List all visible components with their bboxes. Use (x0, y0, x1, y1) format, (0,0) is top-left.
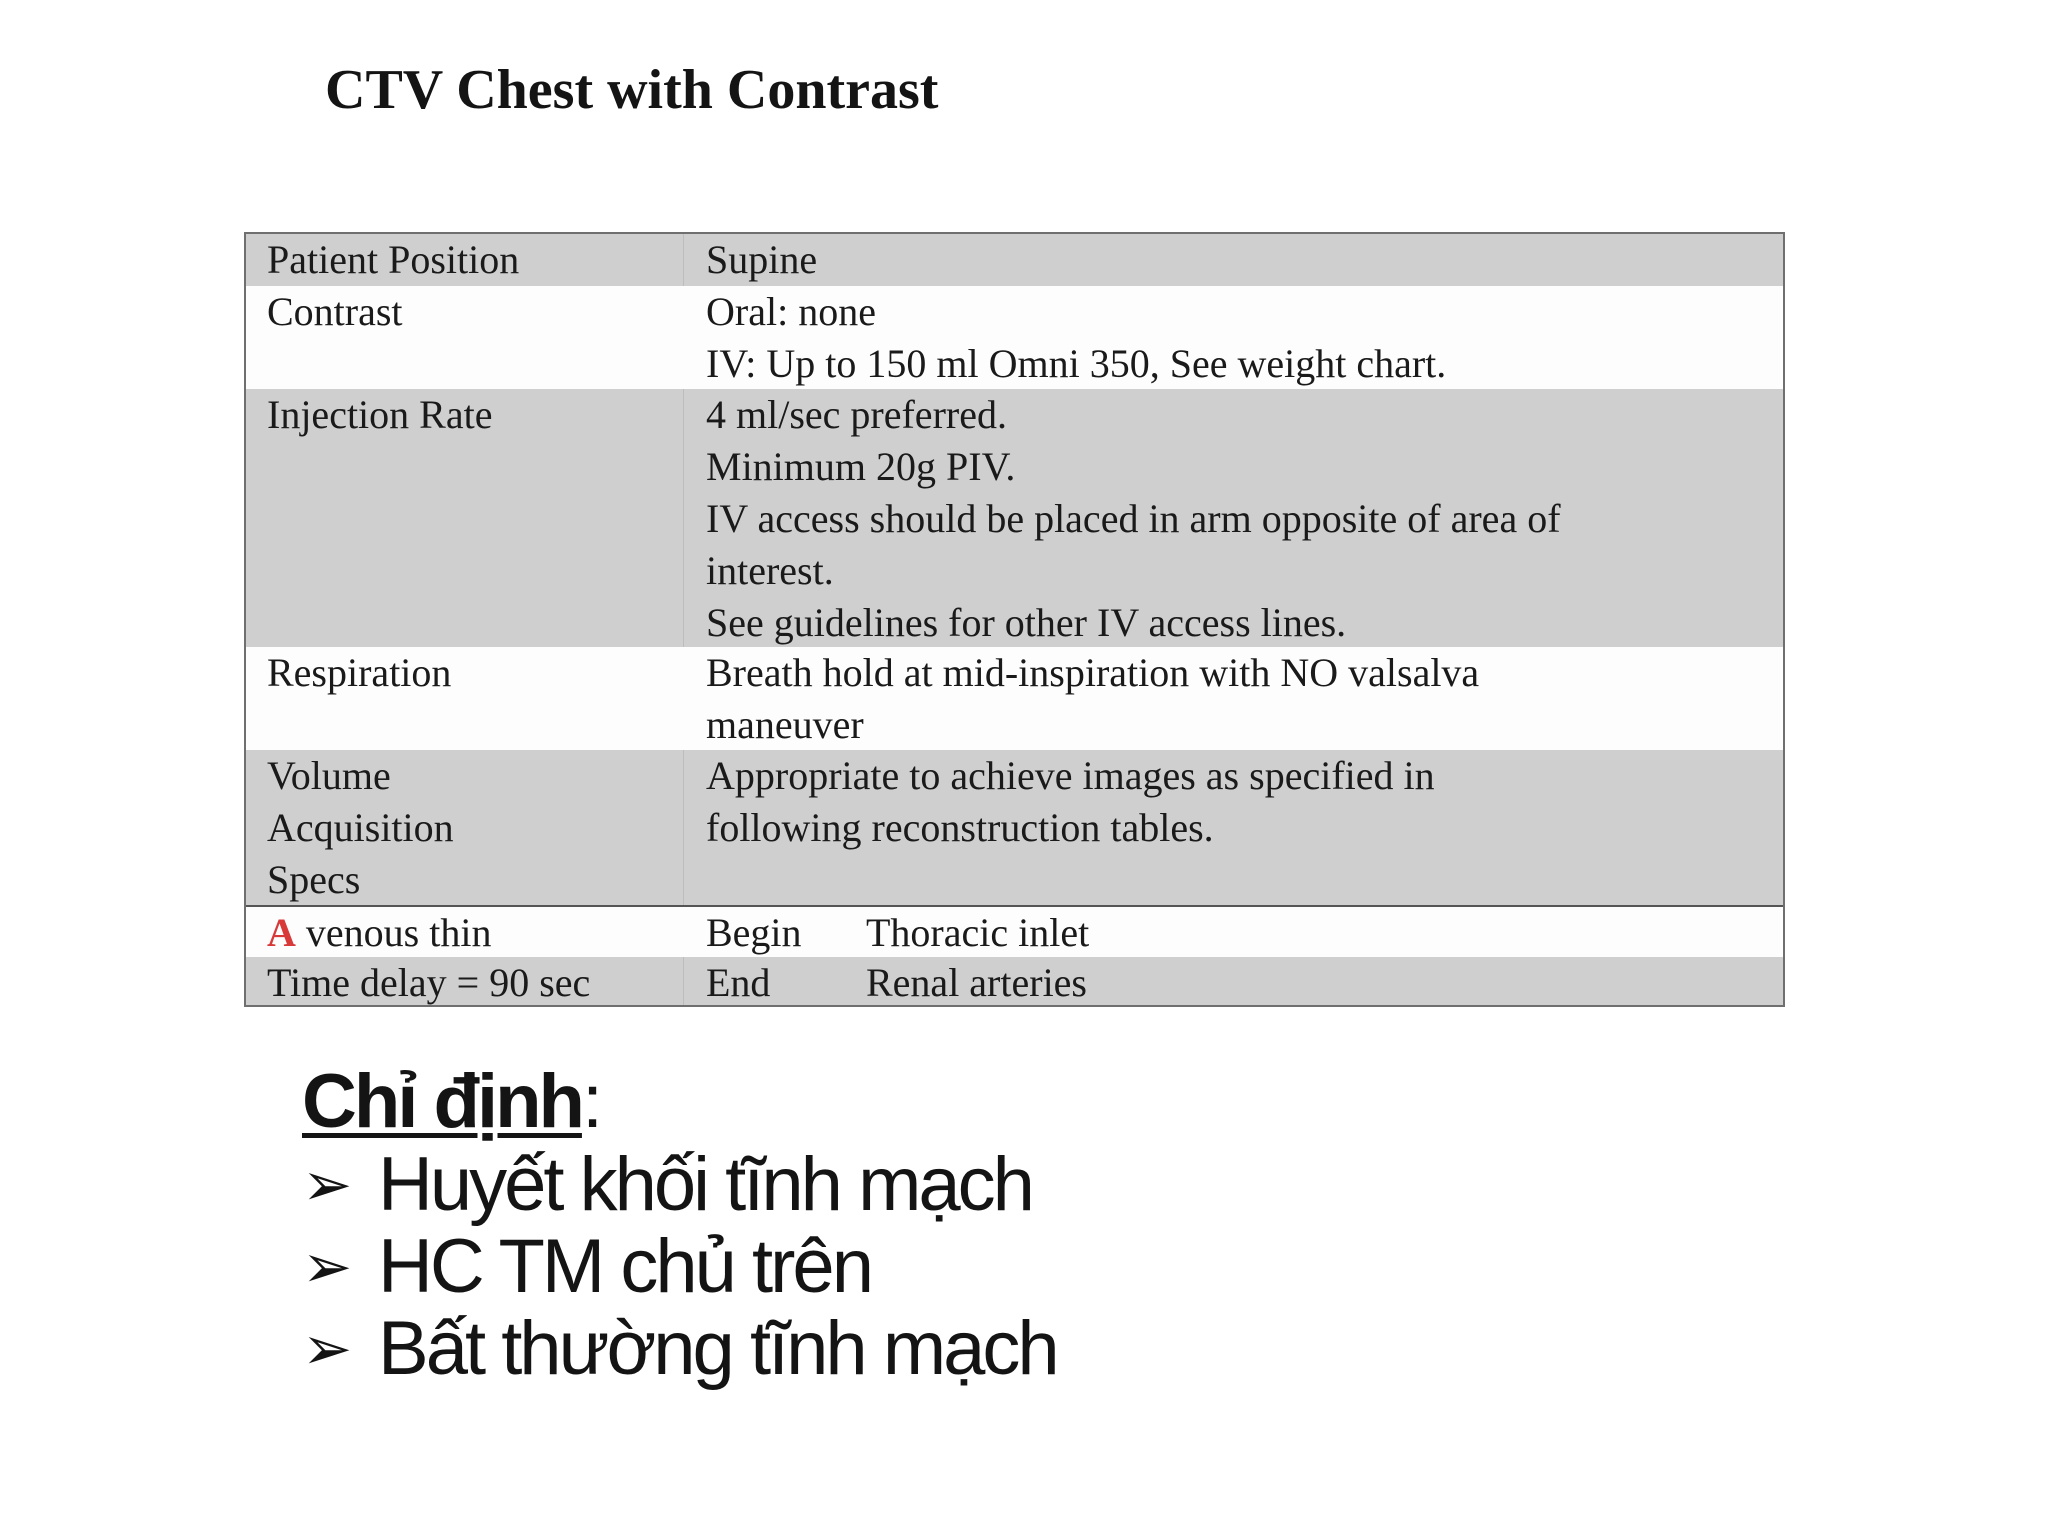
recon-label (267, 907, 687, 959)
row-value-text: See guidelines for other IV access lines. (706, 600, 1347, 645)
row-label (267, 286, 687, 338)
table-row-patient-position (246, 234, 1783, 286)
row-label-text: Injection Rate (267, 392, 493, 437)
row-value (706, 647, 1776, 751)
indications-section (302, 1060, 1057, 1390)
row-value-text: Appropriate to achieve images as specified in (706, 753, 1435, 798)
indication-text: Huyết khối tĩnh mạch (378, 1142, 1032, 1227)
row-value-text: IV: Up to 150 ml Omni 350, See weight chart. (706, 341, 1447, 386)
row-value-text: IV access should be placed in arm opposite of area of (706, 496, 1561, 541)
row-value (706, 286, 1776, 390)
row-label (267, 750, 687, 906)
row-label-text: Patient Position (267, 237, 520, 282)
row-label-text: Acquisition (267, 805, 454, 850)
row-label-text: Volume (267, 753, 391, 798)
table-row-contrast (246, 286, 1783, 389)
protocol-table (244, 232, 1785, 1007)
row-value-text: interest. (706, 548, 834, 593)
arrowhead-bullet-icon: ➢ (302, 1150, 350, 1220)
recon-key-text: End (706, 960, 771, 1005)
slide-title: CTV Chest with Contrast (325, 59, 939, 121)
row-label (267, 234, 687, 286)
recon-key-text: Begin (706, 910, 802, 955)
row-label-text: Respiration (267, 650, 452, 695)
indications-heading-colon: : (581, 1059, 601, 1144)
arrowhead-bullet-icon: ➢ (302, 1314, 350, 1384)
row-value-text: Minimum 20g PIV. (706, 444, 1016, 489)
indication-text: HC TM chủ trên (378, 1224, 871, 1309)
recon-label-text: venous thin (305, 910, 492, 955)
indication-item (302, 1308, 1057, 1390)
table-row-injection-rate (246, 389, 1783, 647)
table-row-recon-time-delay (246, 957, 1783, 1005)
row-value (706, 750, 1776, 854)
row-value-text: maneuver (706, 702, 864, 747)
row-value-text: Oral: none (706, 289, 876, 334)
arrowhead-bullet-icon: ➢ (302, 1232, 350, 1302)
recon-label-text: Time delay = 90 sec (267, 960, 591, 1005)
row-value (706, 389, 1776, 649)
indications-heading (302, 1060, 1057, 1144)
recon-marker: A (267, 910, 296, 955)
row-value-text: following reconstruction tables. (706, 805, 1214, 850)
row-label (267, 389, 687, 441)
indications-heading-text: Chỉ định (302, 1059, 582, 1144)
row-label (267, 647, 687, 699)
indication-item (302, 1144, 1057, 1226)
indication-text: Bất thường tĩnh mạch (378, 1306, 1057, 1391)
recon-label (267, 957, 687, 1009)
row-label-text: Contrast (267, 289, 403, 334)
recon-value: Thoracic inlet (866, 910, 1090, 955)
table-row-recon-venous-thin (246, 905, 1783, 959)
row-label-text: Specs (267, 857, 361, 902)
row-value-text: 4 ml/sec preferred. (706, 392, 1007, 437)
table-row-respiration (246, 647, 1783, 750)
table-row-volume-acquisition-specs (246, 750, 1783, 905)
indication-item (302, 1226, 1057, 1308)
row-value-text: Supine (706, 237, 818, 282)
row-value (706, 234, 1776, 286)
row-value-text: Breath hold at mid-inspiration with NO valsalva (706, 650, 1480, 695)
recon-value: Renal arteries (866, 960, 1087, 1005)
